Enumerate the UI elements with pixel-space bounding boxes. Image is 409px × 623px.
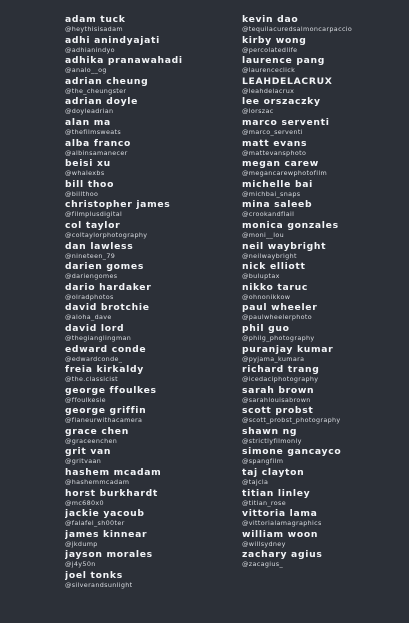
contributor-entry bbox=[242, 96, 409, 117]
contributor-entry bbox=[65, 385, 240, 406]
contributor-entry bbox=[65, 179, 240, 200]
contributor-entry bbox=[242, 241, 409, 262]
contributor-handle: @strictlyfilmonly bbox=[242, 436, 302, 445]
contributor-name: nick elliott bbox=[242, 261, 306, 273]
contributor-handle: @vittorialamagraphics bbox=[242, 519, 322, 528]
contributor-name: george griffin bbox=[65, 405, 147, 417]
contributor-name: adrian cheung bbox=[65, 75, 149, 87]
contributor-handle: @percolatedlife bbox=[242, 45, 298, 54]
contributor-entry bbox=[242, 385, 409, 406]
contributor-handle: @analo__og bbox=[65, 66, 107, 75]
contributor-name: bill thoo bbox=[65, 178, 115, 190]
contributor-entry bbox=[65, 199, 240, 220]
contributor-entry bbox=[242, 76, 409, 97]
contributor-handle: @thegianglingman bbox=[65, 333, 132, 342]
contributor-handle: @titian_rose bbox=[242, 498, 286, 507]
contributor-name: jayson morales bbox=[65, 549, 153, 561]
contributor-entry bbox=[65, 488, 240, 509]
contributor-name: david brotchie bbox=[65, 302, 150, 314]
contributor-name: matt evans bbox=[242, 137, 308, 149]
contributor-entry bbox=[242, 467, 409, 488]
contributor-entry bbox=[242, 364, 409, 385]
contributor-entry bbox=[242, 117, 409, 138]
contributor-handle: @philg_photography bbox=[242, 333, 315, 342]
contributor-entry bbox=[242, 199, 409, 220]
contributor-handle: @silverandsunlight bbox=[65, 581, 133, 590]
contributor-handle: @paulwheelerphoto bbox=[242, 313, 313, 322]
contributor-name: neil waybright bbox=[242, 240, 327, 252]
contributor-entry bbox=[242, 405, 409, 426]
contributor-entry bbox=[242, 158, 409, 179]
contributor-handle: @neilwaybright bbox=[242, 251, 297, 260]
contributor-entry bbox=[242, 179, 409, 200]
contributor-handle: @lorszac bbox=[242, 107, 274, 116]
contributor-name: grace chen bbox=[65, 425, 129, 437]
contributor-handle: @the.classicist bbox=[65, 375, 118, 384]
contributor-handle: @mattevansphoto bbox=[242, 148, 307, 157]
contributor-handle: @marco_serventi bbox=[242, 127, 303, 136]
contributor-handle: @whalexbs bbox=[65, 169, 105, 178]
contributor-entry bbox=[242, 220, 409, 241]
contributor-entry bbox=[242, 55, 409, 76]
contributor-entry bbox=[65, 323, 240, 344]
contributor-handle: @billthoo bbox=[65, 189, 99, 198]
contributor-name: dan lawless bbox=[65, 240, 134, 252]
contributor-name: horst burkhardt bbox=[65, 487, 158, 499]
contributor-name: marco serventi bbox=[242, 116, 330, 128]
contributor-entry bbox=[65, 220, 240, 241]
contributor-entry bbox=[242, 426, 409, 447]
contributor-entry bbox=[242, 446, 409, 467]
contributor-name: phil guo bbox=[242, 322, 290, 334]
contributor-handle: @willsydney bbox=[242, 539, 286, 548]
contributor-name: james kinnear bbox=[65, 528, 148, 540]
contributor-name: lee orszaczky bbox=[242, 96, 321, 108]
contributor-entry bbox=[65, 508, 240, 529]
contributor-handle: @spangfilm bbox=[242, 457, 284, 466]
contributor-name: david lord bbox=[65, 322, 125, 334]
contributor-handle: @edwardconde_ bbox=[65, 354, 123, 363]
contributor-handle: @ohnonikkow bbox=[242, 292, 291, 301]
contributor-name: simone gancayco bbox=[242, 446, 342, 458]
contributor-entry bbox=[65, 426, 240, 447]
contributors-column-left bbox=[65, 14, 240, 591]
contributor-handle: @gritvaan bbox=[65, 457, 102, 466]
contributor-handle: @hashemmcadam bbox=[65, 478, 130, 487]
contributor-entry bbox=[242, 344, 409, 365]
contributor-entry bbox=[65, 138, 240, 159]
contributor-entry bbox=[242, 35, 409, 56]
contributor-handle: @sarahlouisabrown bbox=[242, 395, 311, 404]
contributor-entry bbox=[65, 405, 240, 426]
contributor-handle: @the_cheungster bbox=[65, 86, 127, 95]
contributor-name: titian linley bbox=[242, 487, 311, 499]
contributor-name: monica gonzales bbox=[242, 219, 339, 231]
contributor-handle: @aloha_dave bbox=[65, 313, 112, 322]
contributor-handle: @olradphotos bbox=[65, 292, 114, 301]
contributor-name: beisi xu bbox=[65, 158, 111, 170]
contributor-handle: @zacagius_ bbox=[242, 560, 283, 569]
contributor-entry bbox=[65, 302, 240, 323]
contributor-handle: @dariengomes bbox=[65, 272, 118, 281]
contributor-entry bbox=[242, 323, 409, 344]
contributor-entry bbox=[65, 14, 240, 35]
contributor-entry bbox=[242, 529, 409, 550]
contributor-name: edward conde bbox=[65, 343, 147, 355]
contributor-name: alan ma bbox=[65, 116, 111, 128]
contributor-name: taj clayton bbox=[242, 467, 305, 479]
contributor-handle: @icedaciphotography bbox=[242, 375, 319, 384]
contributor-handle: @adhianindyo bbox=[65, 45, 115, 54]
contributor-name: jackie yacoub bbox=[65, 508, 145, 520]
contributor-handle: @tequilacuredsalmoncarpaccio bbox=[242, 25, 353, 33]
contributor-entry bbox=[242, 508, 409, 529]
contributor-entry bbox=[242, 282, 409, 303]
contributor-entry bbox=[65, 364, 240, 385]
contributor-name: adam tuck bbox=[65, 14, 126, 25]
contributor-entry bbox=[65, 96, 240, 117]
contributor-entry bbox=[65, 570, 240, 591]
contributor-name: zachary agius bbox=[242, 549, 323, 561]
contributor-entry bbox=[242, 549, 409, 570]
contributor-name: col taylor bbox=[65, 219, 121, 231]
contributor-name: alba franco bbox=[65, 137, 132, 149]
contributor-name: LEAHDELACRUX bbox=[242, 75, 333, 87]
contributor-handle: @laurenceclick bbox=[242, 66, 296, 75]
contributor-entry bbox=[242, 14, 409, 35]
contributor-entry bbox=[65, 117, 240, 138]
contributor-name: george ffoulkes bbox=[65, 384, 157, 396]
contributor-handle: @heythisisadam bbox=[65, 25, 123, 33]
contributor-handle: @moni__lou bbox=[242, 230, 284, 239]
contributor-name: paul wheeler bbox=[242, 302, 318, 314]
contributor-name: scott probst bbox=[242, 405, 314, 417]
contributors-list bbox=[0, 14, 409, 623]
contributor-handle: @crookandflail bbox=[242, 210, 295, 219]
contributor-entry bbox=[65, 529, 240, 550]
contributor-name: puranjay kumar bbox=[242, 343, 334, 355]
contributor-handle: @falafel_sh00ter bbox=[65, 519, 125, 528]
contributor-handle: @albinsamanecer bbox=[65, 148, 128, 157]
contributor-entry bbox=[65, 344, 240, 365]
contributor-handle: @buluptax bbox=[242, 272, 280, 281]
contributor-entry bbox=[65, 241, 240, 262]
contributor-name: freia kirkaldy bbox=[65, 364, 144, 376]
contributor-name: kirby wong bbox=[242, 34, 307, 46]
contributor-name: grit van bbox=[65, 446, 112, 458]
contributor-handle: @flaneurwithacamera bbox=[65, 416, 143, 425]
contributor-handle: @mc680x0 bbox=[65, 498, 104, 507]
contributor-name: richard trang bbox=[242, 364, 320, 376]
contributor-entry bbox=[242, 488, 409, 509]
contributor-name: laurence pang bbox=[242, 55, 326, 67]
contributor-handle: @j4y50n bbox=[65, 560, 96, 569]
contributor-entry bbox=[242, 302, 409, 323]
contributor-name: mina saleeb bbox=[242, 199, 313, 211]
contributor-handle: @michbai_snaps bbox=[242, 189, 301, 198]
contributor-handle: @doyleadrian bbox=[65, 107, 114, 116]
contributors-column-right bbox=[242, 14, 409, 570]
contributor-handle: @megancarewphotofilm bbox=[242, 169, 328, 178]
contributor-name: shawn ng bbox=[242, 425, 298, 437]
contributor-entry bbox=[65, 261, 240, 282]
contributor-handle: @filmplusdigital bbox=[65, 210, 123, 219]
contributor-entry bbox=[242, 261, 409, 282]
contributor-handle: @tajcla bbox=[242, 478, 269, 487]
contributor-name: william woon bbox=[242, 528, 319, 540]
contributor-handle: @graceenchen bbox=[65, 436, 118, 445]
contributor-handle: @ffoulkesie bbox=[65, 395, 106, 404]
contributor-handle: @scott_probst_photography bbox=[242, 416, 341, 425]
contributor-entry bbox=[65, 76, 240, 97]
contributor-entry bbox=[65, 446, 240, 467]
contributor-name: hashem mcadam bbox=[65, 467, 162, 479]
contributor-handle: @leahdelacrux bbox=[242, 86, 295, 95]
contributor-name: dario hardaker bbox=[65, 281, 152, 293]
contributor-handle: @pyjama_kumara bbox=[242, 354, 305, 363]
contributor-handle: @thefilmsweats bbox=[65, 127, 122, 136]
contributor-name: adhika pranawahadi bbox=[65, 55, 183, 67]
contributor-name: joel tonks bbox=[65, 570, 123, 582]
contributor-name: michelle bai bbox=[242, 178, 313, 190]
contributor-handle: @coltaylorphotography bbox=[65, 230, 148, 239]
contributor-entry bbox=[65, 35, 240, 56]
contributor-name: kevin dao bbox=[242, 14, 299, 25]
contributor-name: christopher james bbox=[65, 199, 171, 211]
contributor-entry bbox=[65, 282, 240, 303]
contributor-name: darien gomes bbox=[65, 261, 144, 273]
contributor-name: adrian doyle bbox=[65, 96, 139, 108]
contributor-entry bbox=[242, 138, 409, 159]
contributor-name: sarah brown bbox=[242, 384, 315, 396]
contributor-entry bbox=[65, 158, 240, 179]
contributor-name: megan carew bbox=[242, 158, 319, 170]
contributor-name: adhi anindyajati bbox=[65, 34, 160, 46]
contributor-name: vittoria lama bbox=[242, 508, 318, 520]
contributor-entry bbox=[65, 549, 240, 570]
contributor-entry bbox=[65, 55, 240, 76]
contributor-name: nikko taruc bbox=[242, 281, 308, 293]
contributor-entry bbox=[65, 467, 240, 488]
contributor-handle: @nineteen_79 bbox=[65, 251, 116, 260]
contributor-handle: @jkdump bbox=[65, 539, 98, 548]
